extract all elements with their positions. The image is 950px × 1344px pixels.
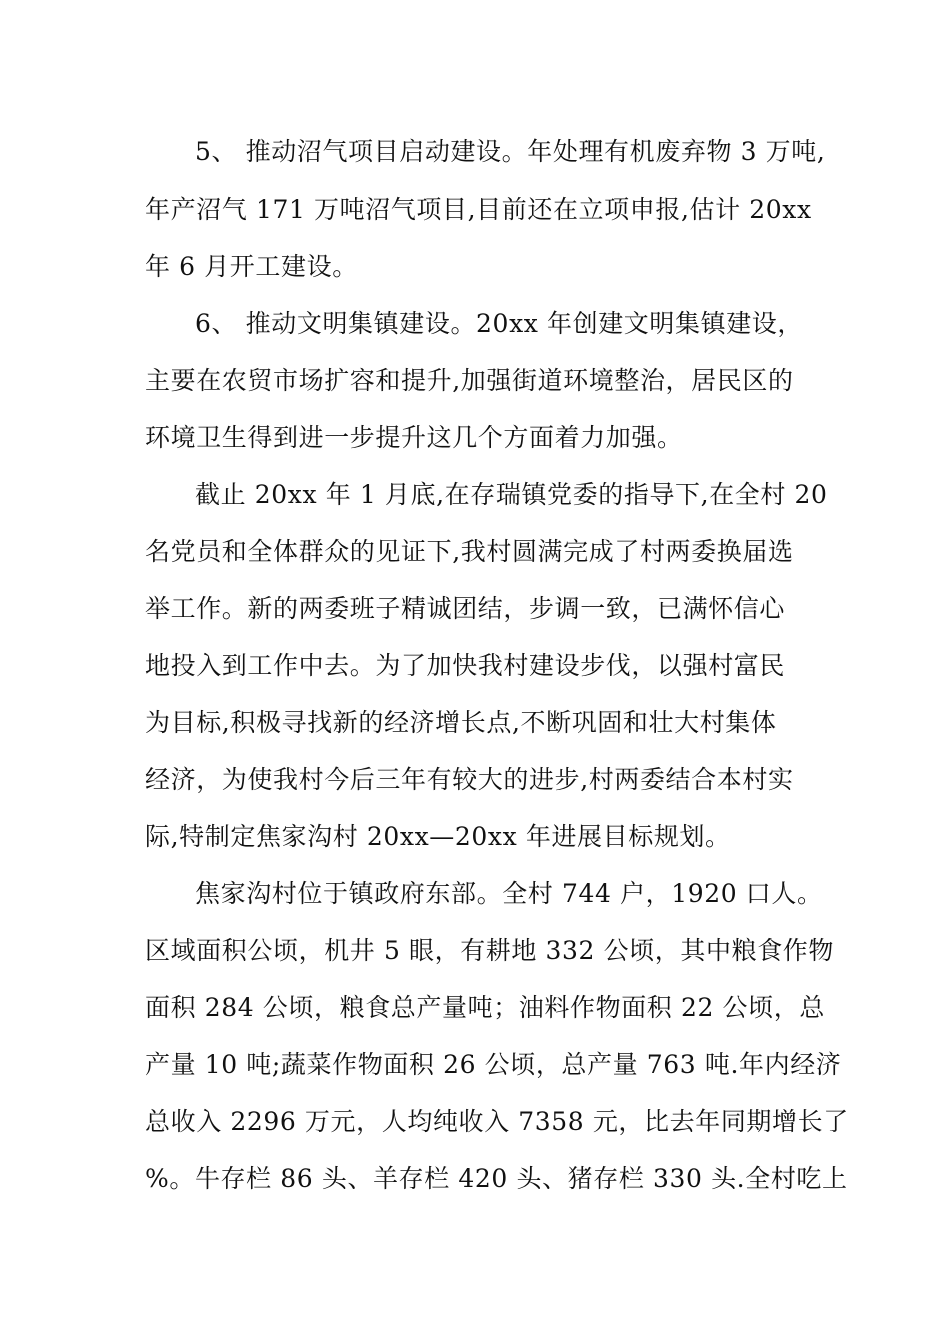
text-line: 环境卫生得到进一步提升这几个方面着力加强。: [145, 423, 683, 452]
text-line: 区域面积公顷，机井 5 眼，有耕地 332 公顷，其中粮食作物: [145, 936, 835, 965]
text-line: 截止 20xx 年 1 月底,在存瑞镇党委的指导下,在全村 20: [195, 480, 828, 509]
text-line: 产量 10 吨;蔬菜作物面积 26 公顷，总产量 763 吨.年内经济: [145, 1050, 842, 1079]
text-line: 主要在农贸市场扩容和提升,加强街道环境整治，居民区的: [145, 366, 794, 395]
text-line: 焦家沟村位于镇政府东部。全村 744 户，1920 口人。: [195, 879, 823, 908]
text-line: 年产沼气 171 万吨沼气项目,目前还在立项申报,估计 20xx: [145, 195, 812, 224]
text-line: 名党员和全体群众的见证下,我村圆满完成了村两委换届选: [145, 537, 794, 566]
text-line: 面积 284 公顷，粮食总产量吨；油料作物面积 22 公顷，总: [145, 993, 825, 1022]
text-line: 为目标,积极寻找新的经济增长点,不断巩固和壮大村集体: [145, 708, 777, 737]
text-line: 5、 推动沼气项目启动建设。年处理有机废弃物 3 万吨,: [195, 137, 826, 166]
text-line: 举工作。新的两委班子精诚团结，步调一致，已满怀信心: [145, 594, 786, 623]
text-line: %。牛存栏 86 头、羊存栏 420 头、猪存栏 330 头.全村吃上: [145, 1164, 848, 1193]
text-line: 际,特制定焦家沟村 20xx—20xx 年进展目标规划。: [145, 822, 731, 851]
text-line: 6、 推动文明集镇建设。20xx 年创建文明集镇建设，: [195, 309, 804, 338]
text-line: 总收入 2296 万元，人均纯收入 7358 元，比去年同期增长了: [145, 1107, 849, 1136]
text-line: 年 6 月开工建设。: [145, 252, 358, 281]
text-line: 经济，为使我村今后三年有较大的进步,村两委结合本村实: [145, 765, 794, 794]
text-line: 地投入到工作中去。为了加快我村建设步伐，以强村富民: [145, 651, 786, 680]
